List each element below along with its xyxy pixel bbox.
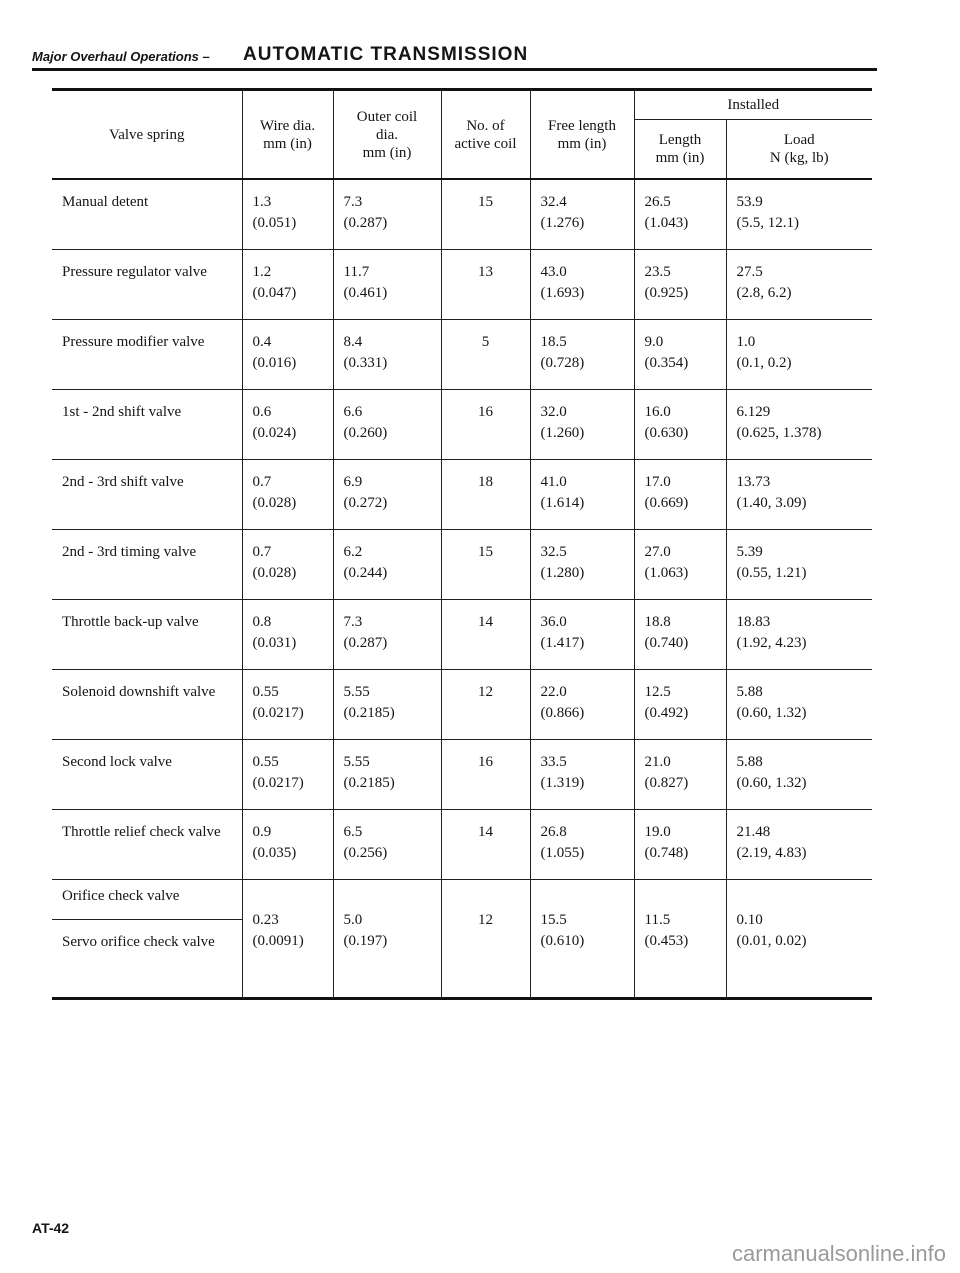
cell-load: 27.5 (2.8, 6.2) xyxy=(726,250,872,320)
section-subtitle: Major Overhaul Operations – xyxy=(32,49,210,64)
cell-free-length: 32.5 (1.280) xyxy=(530,530,634,600)
table-row xyxy=(52,320,872,390)
cell-valve-name: Solenoid downshift valve xyxy=(52,670,242,740)
cell-valve-name: 1st - 2nd shift valve xyxy=(52,390,242,460)
table-row xyxy=(52,390,872,460)
cell-load: 18.83 (1.92, 4.23) xyxy=(726,600,872,670)
valve-spring-table xyxy=(52,88,872,1000)
cell-outer-coil: 6.9 (0.272) xyxy=(333,460,441,530)
cell-free-length: 36.0 (1.417) xyxy=(530,600,634,670)
cell-wire-dia: 0.9 (0.035) xyxy=(242,810,333,880)
cell-valve-name: Pressure modifier valve xyxy=(52,320,242,390)
cell-outer-coil: 6.2 (0.244) xyxy=(333,530,441,600)
cell-free-length: 33.5 (1.319) xyxy=(530,740,634,810)
table-row xyxy=(52,179,872,250)
cell-length: 9.0 (0.354) xyxy=(634,320,726,390)
cell-outer-coil: 6.5 (0.256) xyxy=(333,810,441,880)
cell-valve-name: 2nd - 3rd timing valve xyxy=(52,530,242,600)
col-length: Length mm (in) xyxy=(634,120,726,180)
cell-outer-coil: 6.6 (0.260) xyxy=(333,390,441,460)
cell-free-length: 41.0 (1.614) xyxy=(530,460,634,530)
col-wire-dia: Wire dia. mm (in) xyxy=(242,90,333,180)
cell-load: 5.88 (0.60, 1.32) xyxy=(726,740,872,810)
cell-free-length: 26.8 (1.055) xyxy=(530,810,634,880)
section-title: AUTOMATIC TRANSMISSION xyxy=(243,44,529,65)
cell-active-coil: 12 xyxy=(441,880,530,999)
cell-valve-name: Throttle back-up valve xyxy=(52,600,242,670)
col-installed: Installed xyxy=(634,90,872,120)
cell-active-coil: 5 xyxy=(441,320,530,390)
cell-valve-name: 2nd - 3rd shift valve xyxy=(52,460,242,530)
cell-wire-dia: 0.55 (0.0217) xyxy=(242,740,333,810)
cell-free-length: 32.4 (1.276) xyxy=(530,179,634,250)
cell-wire-dia: 1.3 (0.051) xyxy=(242,179,333,250)
cell-wire-dia: 0.23 (0.0091) xyxy=(242,880,333,999)
table-row xyxy=(52,740,872,810)
table-row xyxy=(52,810,872,880)
cell-wire-dia: 0.7 (0.028) xyxy=(242,530,333,600)
cell-free-length: 18.5 (0.728) xyxy=(530,320,634,390)
cell-wire-dia: 0.8 (0.031) xyxy=(242,600,333,670)
cell-length: 12.5 (0.492) xyxy=(634,670,726,740)
cell-load: 5.88 (0.60, 1.32) xyxy=(726,670,872,740)
cell-load: 53.9 (5.5, 12.1) xyxy=(726,179,872,250)
cell-free-length: 22.0 (0.866) xyxy=(530,670,634,740)
table-row xyxy=(52,670,872,740)
cell-wire-dia: 1.2 (0.047) xyxy=(242,250,333,320)
cell-active-coil: 14 xyxy=(441,600,530,670)
cell-valve-name-pair xyxy=(52,880,242,999)
cell-active-coil: 18 xyxy=(441,460,530,530)
cell-active-coil: 12 xyxy=(441,670,530,740)
cell-length: 21.0 (0.827) xyxy=(634,740,726,810)
cell-length: 19.0 (0.748) xyxy=(634,810,726,880)
cell-length: 18.8 (0.740) xyxy=(634,600,726,670)
cell-free-length: 32.0 (1.260) xyxy=(530,390,634,460)
cell-wire-dia: 0.7 (0.028) xyxy=(242,460,333,530)
page-header xyxy=(32,40,877,71)
cell-active-coil: 15 xyxy=(441,179,530,250)
cell-wire-dia: 0.6 (0.024) xyxy=(242,390,333,460)
cell-active-coil: 16 xyxy=(441,390,530,460)
table-row xyxy=(52,530,872,600)
cell-free-length: 43.0 (1.693) xyxy=(530,250,634,320)
cell-outer-coil: 5.0 (0.197) xyxy=(333,880,441,999)
col-valve-spring: Valve spring xyxy=(52,90,242,180)
cell-load: 21.48 (2.19, 4.83) xyxy=(726,810,872,880)
cell-active-coil: 13 xyxy=(441,250,530,320)
cell-active-coil: 15 xyxy=(441,530,530,600)
table-row xyxy=(52,880,872,999)
cell-free-length: 15.5 (0.610) xyxy=(530,880,634,999)
cell-valve-name: Second lock valve xyxy=(52,740,242,810)
cell-load: 5.39 (0.55, 1.21) xyxy=(726,530,872,600)
cell-outer-coil: 5.55 (0.2185) xyxy=(333,670,441,740)
cell-load: 6.129 (0.625, 1.378) xyxy=(726,390,872,460)
cell-outer-coil: 7.3 (0.287) xyxy=(333,179,441,250)
cell-wire-dia: 0.55 (0.0217) xyxy=(242,670,333,740)
page-number: AT-42 xyxy=(32,1220,70,1236)
table-row xyxy=(52,460,872,530)
col-load: Load N (kg, lb) xyxy=(726,120,872,180)
cell-outer-coil: 7.3 (0.287) xyxy=(333,600,441,670)
cell-length: 26.5 (1.043) xyxy=(634,179,726,250)
cell-valve-name: Manual detent xyxy=(52,179,242,250)
cell-load: 0.10 (0.01, 0.02) xyxy=(726,880,872,999)
cell-valve-name: Throttle relief check valve xyxy=(52,810,242,880)
cell-length: 23.5 (0.925) xyxy=(634,250,726,320)
watermark: carmanualsonline.info xyxy=(731,1241,946,1266)
cell-outer-coil: 8.4 (0.331) xyxy=(333,320,441,390)
cell-length: 27.0 (1.063) xyxy=(634,530,726,600)
cell-valve-name: Servo orifice check valve xyxy=(62,934,215,950)
cell-load: 1.0 (0.1, 0.2) xyxy=(726,320,872,390)
cell-length: 16.0 (0.630) xyxy=(634,390,726,460)
col-free-length: Free length mm (in) xyxy=(530,90,634,180)
table-row xyxy=(52,600,872,670)
cell-load: 13.73 (1.40, 3.09) xyxy=(726,460,872,530)
col-outer-coil: Outer coil dia. mm (in) xyxy=(333,90,441,180)
cell-outer-coil: 11.7 (0.461) xyxy=(333,250,441,320)
cell-length: 17.0 (0.669) xyxy=(634,460,726,530)
cell-outer-coil: 5.55 (0.2185) xyxy=(333,740,441,810)
cell-valve-name: Orifice check valve xyxy=(52,880,242,920)
cell-wire-dia: 0.4 (0.016) xyxy=(242,320,333,390)
cell-active-coil: 16 xyxy=(441,740,530,810)
col-active-coil: No. of active coil xyxy=(441,90,530,180)
cell-length: 11.5 (0.453) xyxy=(634,880,726,999)
cell-valve-name: Pressure regulator valve xyxy=(52,250,242,320)
table-row xyxy=(52,250,872,320)
cell-active-coil: 14 xyxy=(441,810,530,880)
